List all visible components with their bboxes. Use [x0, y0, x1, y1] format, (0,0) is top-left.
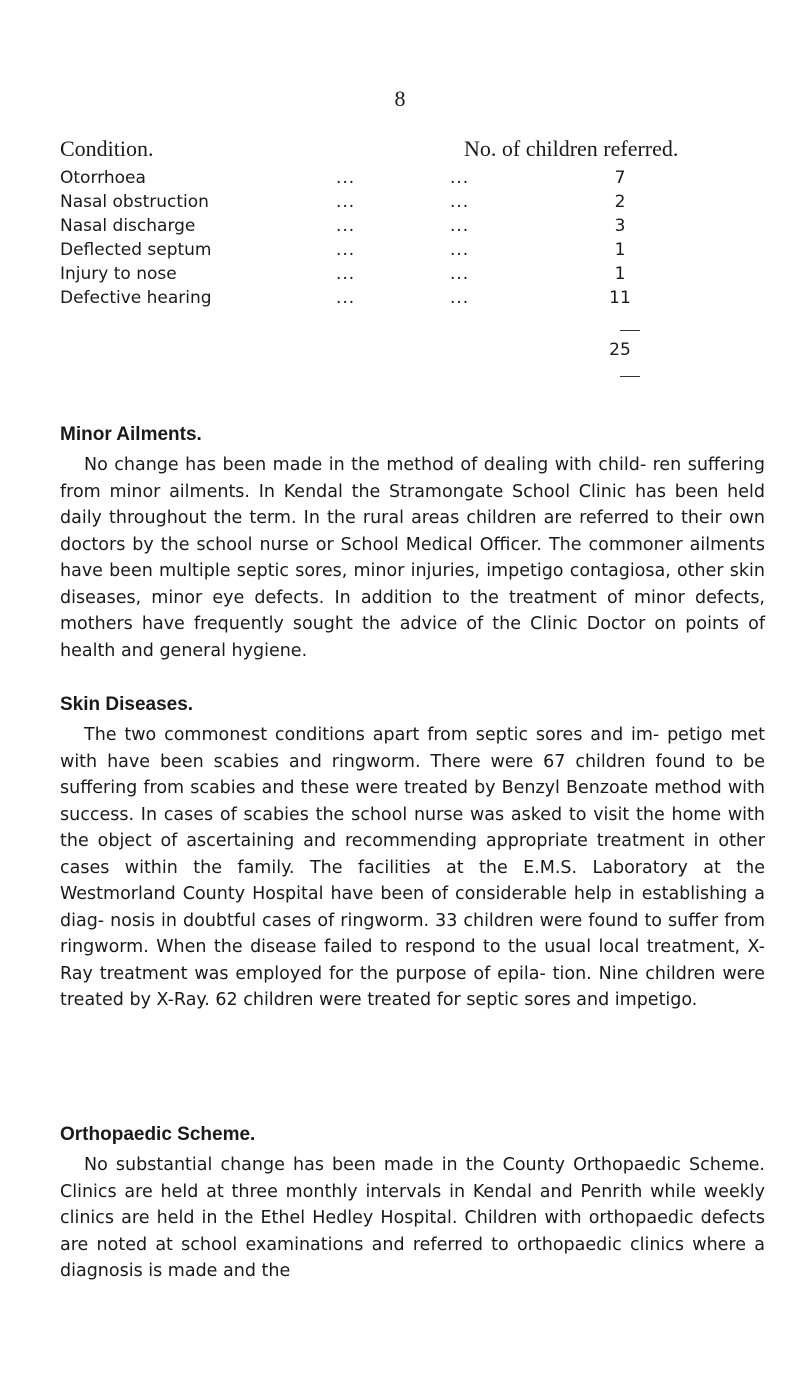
leader-dots: ... [336, 192, 356, 212]
section-paragraph: No change has been made in the method of dealing with child- ren suffering from minor ailments. In Kendal the Stramongate School Clinic has been held daily throughout the term. In the rural areas children are referred to their own doctors by the school nurse or School Medical Officer. The commoner ailments have been multiple septic sores, minor injuries, impetigo contagiosa, other skin diseases, minor eye defects. In addition to the treatment of minor defects, mothers have frequently sought the advice of the Clinic Doctor on points of health and general hygiene. [60, 455, 765, 661]
condition-name: Defective hearing [60, 288, 212, 308]
leader-dots: ... [336, 288, 356, 308]
condition-name: Injury to nose [60, 264, 177, 284]
count-value: 7 [614, 168, 626, 188]
table-row [60, 168, 760, 192]
table-header [60, 136, 760, 168]
condition-name: Otorrhoea [60, 168, 146, 188]
table-row [60, 216, 760, 240]
referral-table [60, 136, 760, 360]
section-heading: Skin Diseases. [60, 694, 194, 715]
total-value: 25 [609, 340, 631, 360]
count-value: 3 [614, 216, 626, 236]
minor-ailments-section [60, 424, 765, 664]
leader-dots: ... [450, 192, 470, 212]
orthopaedic-scheme-section [60, 1124, 765, 1285]
count-column-header: No. of children referred. [464, 136, 679, 161]
leader-dots: ... [336, 240, 356, 260]
leader-dots: ... [450, 168, 470, 188]
count-value: 1 [614, 264, 626, 284]
condition-name: Deflected septum [60, 240, 212, 260]
leader-dots: ... [450, 216, 470, 236]
leader-dots: ... [450, 288, 470, 308]
section-heading: Orthopaedic Scheme. [60, 1124, 256, 1145]
count-value: 2 [614, 192, 626, 212]
section-heading: Minor Ailments. [60, 424, 202, 445]
table-row [60, 288, 760, 312]
condition-column-header: Condition. [60, 136, 154, 161]
total-rule-top [620, 330, 640, 331]
page-number: 8 [394, 86, 406, 111]
condition-name: Nasal discharge [60, 216, 196, 236]
table-row [60, 192, 760, 216]
section-paragraph: No substantial change has been made in the County Orthopaedic Scheme. Clinics are held at three monthly intervals in Kendal and Penrith while weekly clinics are held in the Ethel Hedley Hospital. Children with orthopaedic defects are noted at school examinations and referred to orthopaedic clinics where a diagnosis is made and the [60, 1155, 765, 1281]
skin-diseases-section [60, 694, 765, 1014]
total-rule-bottom [620, 376, 640, 377]
count-value: 1 [614, 240, 626, 260]
table-row [60, 240, 760, 264]
table-row [60, 264, 760, 288]
condition-name: Nasal obstruction [60, 192, 209, 212]
section-paragraph: The two commonest conditions apart from septic sores and im- petigo met with have been scabies and ringworm. There were 67 children found to be suffering from scabies and these were treated by Benzyl Benzoate method with success. In cases of scabies the school nurse was asked to visit the home with the object of ascertaining and recommending appropriate treatment in other cases within the family. The facilities at the E.M.S. Laboratory at the Westmorland County Hospital have been of considerable help in establishing a diag- nosis in doubtful cases of ringworm. 33 children were found to suffer from ringworm. When the disease failed to respond to the usual local treatment, X-Ray treatment was employed for the purpose of epila- tion. Nine children were treated by X-Ray. 62 children were treated for septic sores and impetigo. [60, 725, 765, 1010]
leader-dots: ... [450, 240, 470, 260]
leader-dots: ... [336, 264, 356, 284]
leader-dots: ... [336, 168, 356, 188]
count-value: 11 [609, 288, 631, 308]
leader-dots: ... [450, 264, 470, 284]
leader-dots: ... [336, 216, 356, 236]
